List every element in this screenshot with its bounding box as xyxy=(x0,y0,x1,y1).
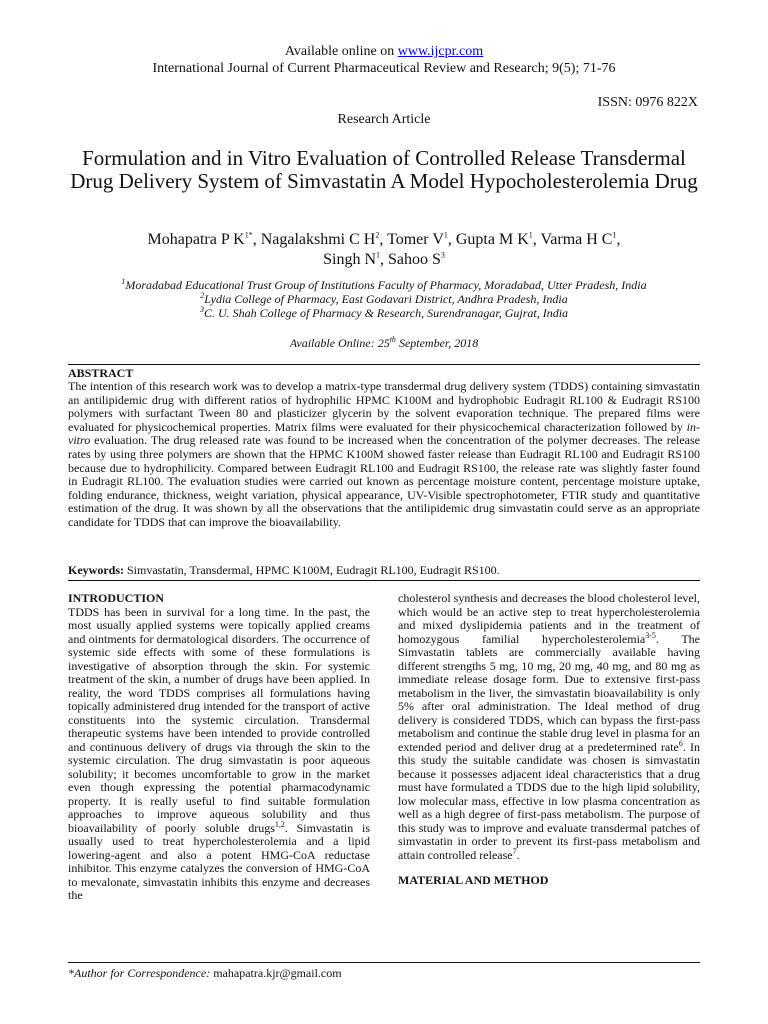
abstract-italic: in-vitro xyxy=(68,419,700,448)
available-online-date xyxy=(0,336,768,351)
affiliation-sup: 2 xyxy=(200,291,205,300)
author-name: , Tomer V xyxy=(379,231,444,248)
author-sup: 3 xyxy=(440,250,445,260)
affiliation-sup: 1 xyxy=(121,277,126,286)
citation-sup: 3-5 xyxy=(645,630,656,640)
date-sup: th xyxy=(389,335,396,344)
section-heading-introduction: INTRODUCTION xyxy=(68,591,165,605)
affiliation-text: C. U. Shah College of Pharmacy & Research, Surendranagar, Gujrat, India xyxy=(203,306,569,320)
affiliation xyxy=(40,278,728,292)
author-name: , Nagalakshmi C H xyxy=(252,231,376,248)
author-name: , Gupta M K xyxy=(447,231,529,248)
paragraph xyxy=(398,592,700,862)
journal-website-link[interactable]: www.ijcpr.com xyxy=(397,44,484,59)
journal-citation: International Journal of Current Pharmaceutical Review and Research; 9(5); 71-76 xyxy=(152,61,616,76)
abstract-heading: ABSTRACT xyxy=(68,366,134,380)
citation-sup: 1,2 xyxy=(274,819,285,829)
author-name: Mohapatra P K xyxy=(147,231,245,248)
affiliation-text: Lydia College of Pharmacy, East Godavari District, Andhra Pradesh, India xyxy=(204,292,568,306)
author-sup: 2 xyxy=(375,230,380,240)
paragraph-text: . The Simvastatin tablets are commercially available having different strengths 5 mg, 10 mg, 20 mg, 40 mg, and 80 mg as immediate release dosage form. Due to extensive first-pass metabolism in the liver, the simvastatin bioavailability is only 5% after oral administration. The Ideal method of drug delivery is considered TDDS, which can bypass the first-pass metabolism and continue the stable drug level in plasma for an extended period and deliver drug at a predetermined rate xyxy=(398,631,700,754)
footnote-divider xyxy=(68,962,700,963)
abstract-part: The intention of this research work was to develop a matrix-type transdermal drug delivery system (TDDS) containing simvastatin an antilipidemic drug with different ratios of hydrophilic HPMC K100M and hydrophobic Eudragit RL100 & Eudragit RS100 polymers with surfactant Tween 80 and plasticizer glycerin by the solvent evaporation technique. The prepared films were evaluated for physicochemical properties. Matrix films were evaluated for their physicochemical characterization followed by xyxy=(68,379,700,434)
abstract-text xyxy=(68,380,700,530)
author-sup: 1 xyxy=(443,230,448,240)
author-name: , Varma H C xyxy=(532,231,613,248)
affiliation xyxy=(40,292,728,306)
availability-prefix: Available online on xyxy=(284,44,398,59)
keywords-label: Keywords: xyxy=(68,563,124,577)
affiliation xyxy=(40,306,728,320)
paragraph-text: . Simvastatin is usually used to treat hypercholesterolemia and a lipid lowering-agent and also a potent HMG-CoA reductase inhibitor. This enzyme catalyzes the conversion of HMG-CoA to mevalonate, simvastatin inhibits this enzyme and decreases the xyxy=(68,820,370,902)
author-sup: 1* xyxy=(244,230,253,240)
citation-sup: 6 xyxy=(678,738,683,748)
abstract-part: evaluation. The drug released rate was found to be increased when the concentration of the polymer decreases. The release rates by using three polymers are shown that the HPMC K100M showed faster release than Eudragit RL100 and Eudragit RS100 because due to hydrophilicity. Compared between Eudragit RL100 and Eudragit RS100, the release rate was slightly faster found in Eudragit RL100. The evaluation studies were carried out known as percentage moisture content, percentage moisture uptake, folding endurance, thickness, weight variation, physical appearance, UV-Visible spectrophotometer, FTIR study and quantitative estimation of the drug. It was shown by all the observations that the antilipidemic drug simvastatin could serve as an appropriate candidate for TDDS that can improve the bioavailability. xyxy=(68,433,700,529)
keywords-text: Simvastatin, Transdermal, HPMC K100M, Eudragit RL100, Eudragit RS100. xyxy=(124,563,500,577)
author-sup: 1 xyxy=(376,250,380,260)
author-name: , Sahoo S xyxy=(380,251,441,268)
article-type: Research Article xyxy=(337,112,431,127)
author-list xyxy=(60,230,708,270)
paragraph-text: cholesterol synthesis and decreases the blood cholesterol level, which would be an active step to treat hypercholesterolemia and mixed dyslipidemia patients and in the treatment of homozygous familial hypercholesterolemia xyxy=(398,591,700,646)
citation-sup: 7 xyxy=(512,846,517,856)
divider xyxy=(68,364,700,365)
right-column xyxy=(398,592,700,888)
affiliation-sup: 3 xyxy=(199,305,204,314)
correspondence-email[interactable]: mahapatra.kjr@gmail.com xyxy=(210,966,342,980)
date-prefix: Available Online: 25 xyxy=(289,336,390,350)
section-heading-material-method: MATERIAL AND METHOD xyxy=(398,873,549,887)
paragraph xyxy=(68,606,370,903)
paragraph-text: TDDS has been in survival for a long time. In the past, the most usually applied systems were topically applied creams and ointments for dermatological disorders. The occurrence of systemic side effects with some of these formulations is investigative of absorption through the skin. For systemic treatment of the skin, a number of drugs have been applied. In reality, the word TDDS comprises all formulations having topically administered drug intended for the transport of active constituents into the systemic circulation. Transdermal therapeutic systems have been intended to provide controlled and continuous delivery of drugs via through the skin to the systemic circulation. The drug simvastatin is poor aqueous solubility; it becomes uncomfortable to grow in the market even though expressing the potential pharmacodynamic property. It is really useful to find suitable formulation approaches to improve aqueous solubility and thus bioavailability of poorly soluble drugs xyxy=(68,604,370,835)
divider xyxy=(68,580,700,581)
keywords xyxy=(68,563,700,578)
left-column xyxy=(68,592,370,903)
date-suffix: September, 2018 xyxy=(395,336,479,350)
paragraph-text: . In this study the suitable candidate was chosen is simvastatin because it possesses adjacent ideal characteristics that a drug must have formulated a TDDS due to the high lipid solubility, low molecular mass, effective in low plasma concentration as well as a high degree of first-pass metabolism. The purpose of this study was to improve and evaluate transdermal patches of simvastatin in order to prevent its first-pass metabolism and attain controlled release xyxy=(398,739,700,862)
affiliations xyxy=(40,278,728,320)
correspondence-footnote xyxy=(68,966,342,981)
footnote-label: *Author for Correspondence: xyxy=(68,966,211,980)
author-sup: 1 xyxy=(612,230,617,240)
author-name: Singh N xyxy=(323,251,376,268)
author-sup: 1 xyxy=(528,230,533,240)
author-sep: , xyxy=(616,231,621,248)
paper-title: Formulation and in Vitro Evaluation of Controlled Release Transdermal Drug Delivery System of Simvastatin A Model Hypocholesterolemia Drug xyxy=(70,146,698,193)
availability-line xyxy=(0,44,768,60)
issn: ISSN: 0976 822X xyxy=(597,95,698,110)
affiliation-text: Moradabad Educational Trust Group of Institutions Faculty of Pharmacy, Moradabad, Utter Pradesh, India xyxy=(125,278,647,292)
paragraph-text: . xyxy=(516,847,520,862)
